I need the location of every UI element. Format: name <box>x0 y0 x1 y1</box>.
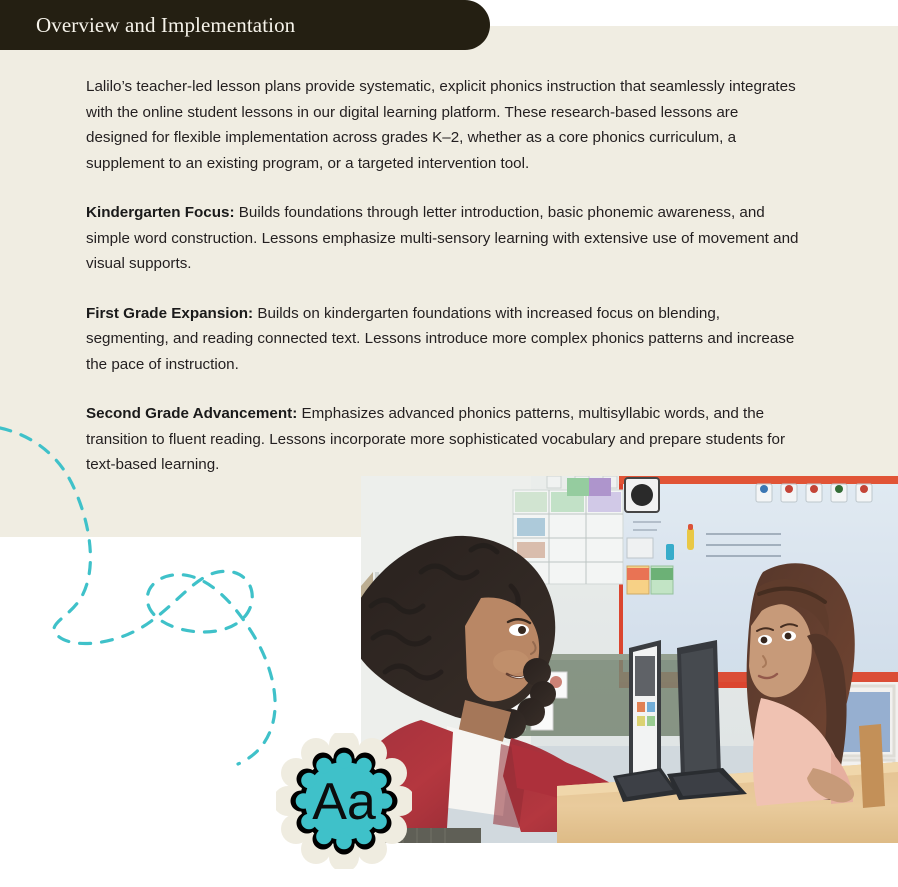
paragraph-lead-label: Second Grade Advancement: <box>86 405 298 422</box>
body-content <box>86 74 804 478</box>
paragraph-text: Lalilo’s teacher-led lesson plans provide systematic, explicit phonics instruction that seamlessly integrates with the online student lessons in our digital learning platform. These research-based lessons are designed for flexible implementation across grades K–2, whether as a core phonics curriculum, a supplement to an existing program, or a targeted intervention tool. <box>86 78 796 172</box>
paragraph-lead-label: Kindergarten Focus: <box>86 204 235 221</box>
aa-letters-badge <box>276 733 412 869</box>
paragraph-first-grade <box>86 301 804 378</box>
classroom-photo-svg <box>361 476 898 843</box>
aa-badge-svg <box>276 733 412 869</box>
page-title: Overview and Implementation <box>36 12 296 37</box>
classroom-photo <box>361 476 898 843</box>
paragraph-text: Emphasizes advanced phonics patterns, multisyllabic words, and the transition to fluent reading. Lessons incorporate more sophisticated vocabulary and prepare students for text-based learning. <box>86 405 786 473</box>
paragraph-intro <box>86 74 804 176</box>
paragraph-second-grade <box>86 401 804 478</box>
paragraph-kindergarten <box>86 200 804 277</box>
paragraph-lead-label: First Grade Expansion: <box>86 304 254 322</box>
section-header-bar <box>0 0 490 50</box>
paragraph-text: Builds foundations through letter introduction, basic phonemic awareness, and simple word construction. Lessons emphasize multi-sensory learning with extensive use of movement and visual supports. <box>86 204 799 272</box>
badge-label: Aa <box>312 773 376 831</box>
paragraph-text: Builds on kindergarten foundations with increased focus on blending, segmenting, and reading connected text. Lessons introduce more complex phonics patterns and increase the pace of instruction. <box>86 304 795 373</box>
